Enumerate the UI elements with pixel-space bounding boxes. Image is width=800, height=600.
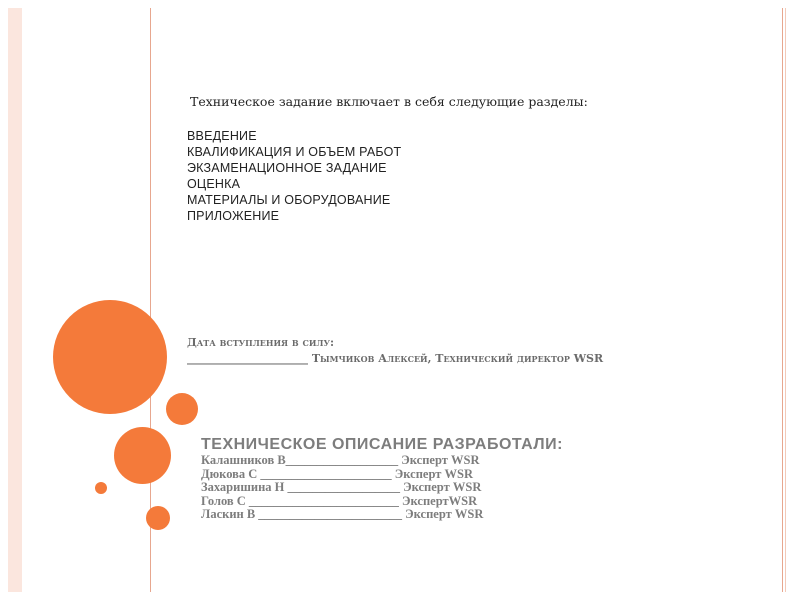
section-item: ОЦЕНКА xyxy=(187,177,241,191)
left-rule xyxy=(150,8,151,592)
decor-circle-small-2 xyxy=(146,506,170,530)
right-rule-outer xyxy=(785,8,786,592)
section-item: ПРИЛОЖЕНИЕ xyxy=(187,209,280,223)
intro-text: Техническое задание включает в себя следующие разделы: xyxy=(190,94,588,109)
decor-circle-medium xyxy=(114,427,171,484)
decor-circle-small xyxy=(166,393,198,425)
authors-title: ТЕХНИЧЕСКОЕ ОПИСАНИЕ РАЗРАБОТАЛИ: xyxy=(201,436,563,453)
author-row: Захаришина Н __________________ Эксперт WSR xyxy=(201,480,482,494)
decor-circle-large xyxy=(53,300,167,414)
section-item: КВАЛИФИКАЦИЯ И ОБЪЕМ РАБОТ xyxy=(187,145,402,159)
section-list xyxy=(187,128,401,224)
author-row: Калашников В__________________ Эксперт WSR xyxy=(201,453,480,467)
author-row: Голов С ________________________ ЭкспертWSR xyxy=(201,493,478,508)
effective-date-block xyxy=(187,335,603,367)
section-item: ЭКЗАМЕНАЦИОННОЕ ЗАДАНИЕ xyxy=(187,161,387,175)
authors-block xyxy=(201,436,563,522)
author-row: Дюкова С _____________________ Эксперт WSR xyxy=(201,466,473,481)
signature-line: ______________________ Тымчиков Алексей, Технический директор WSR xyxy=(187,352,604,365)
decor-circle-tiny xyxy=(95,482,107,494)
right-rule xyxy=(782,8,783,592)
author-row: Ласкин В _______________________ Эксперт WSR xyxy=(201,507,484,521)
section-item: ВВЕДЕНИЕ xyxy=(187,129,257,143)
section-item: МАТЕРИАЛЫ И ОБОРУДОВАНИЕ xyxy=(187,193,391,207)
effective-date-label: Дата вступления в силу: xyxy=(187,336,335,349)
